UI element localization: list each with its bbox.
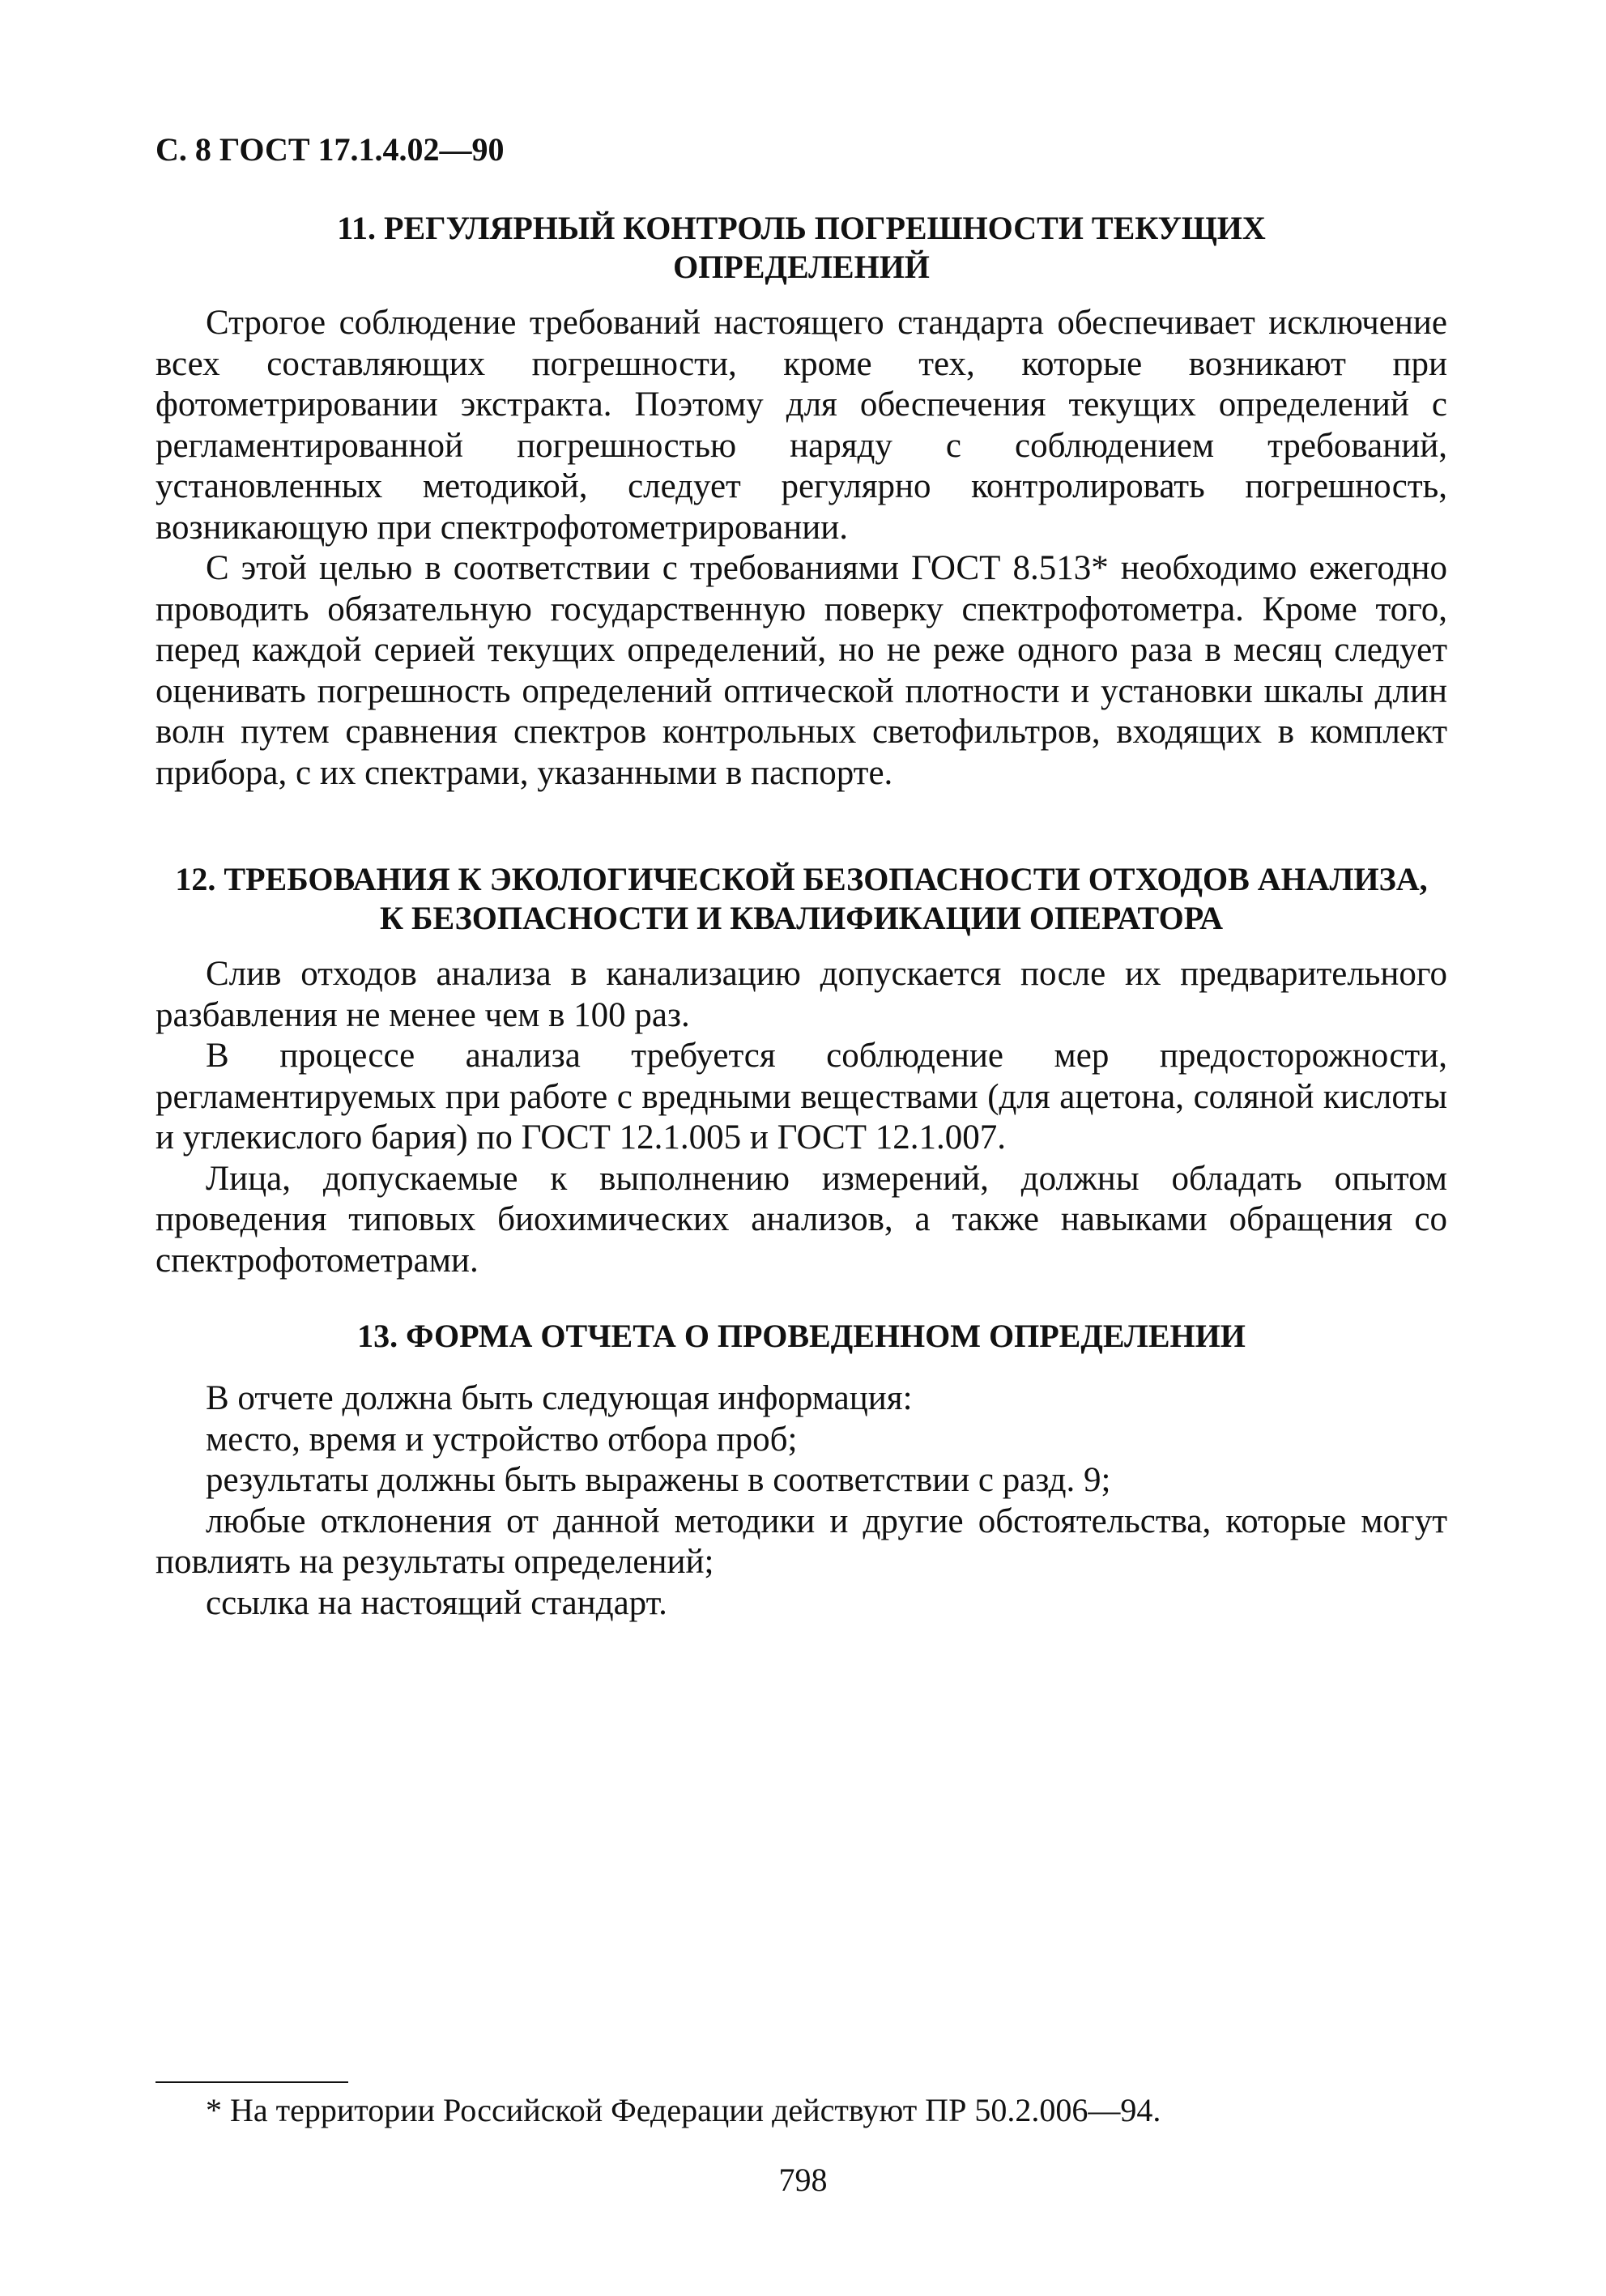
section-13	[155, 1317, 1447, 1624]
running-header: С. 8 ГОСТ 17.1.4.02—90	[155, 131, 505, 168]
page-number: 798	[778, 2162, 828, 2198]
paragraph: С этой целью в соответствии с требованиями ГОСТ 8.513* необходимо ежегодно проводить обязательную государственную поверку спектрофотометра. Кроме того, перед каждой серией текущих определений, но не реже одного раза в месяц следует оценивать погрешность определений оптической плотности и установки шкалы длин волн путем сравнения спектров контрольных светофильтров, входящих в комплект прибора, с их спектрами, указанными в паспорте.	[155, 549, 1447, 792]
section-12	[155, 860, 1447, 1281]
list-item: любые отклонения от данной методики и другие обстоятельства, которые могут повлиять на результаты определений;	[155, 1502, 1447, 1581]
paragraph: В процессе анализа требуется соблюдение мер предосторожности, регламентируемых при работе с вредными веществами (для ацетона, соляной кислоты и углекислого бария) по ГОСТ 12.1.005 и ГОСТ 12.1.007.	[155, 1037, 1447, 1157]
section-title-line: 12. ТРЕБОВАНИЯ К ЭКОЛОГИЧЕСКОЙ БЕЗОПАСНОСТИ ОТХОДОВ АНАЛИЗА,	[175, 861, 1428, 897]
section-title	[155, 1317, 1447, 1356]
section-title-line: К БЕЗОПАСНОСТИ И КВАЛИФИКАЦИИ ОПЕРАТОРА	[380, 900, 1223, 936]
document-page	[155, 130, 1447, 1624]
list-item: место, время и устройство отбора проб;	[206, 1420, 798, 1459]
paragraph: Лица, допускаемые к выполнению измерений, должны обладать опытом проведения типовых биохимических анализов, а также навыками обращения со спектрофотометрами.	[155, 1159, 1447, 1280]
section-title	[155, 860, 1447, 938]
paragraph: Строгое соблюдение требований настоящего стандарта обеспечивает исключение всех составляющих погрешности, кроме тех, которые возникают при фотометрировании экстракта. Поэтому для обеспечения текущих определений с регламентированной погрешностью наряду с соблюдением требований, установленных методикой, следует регулярно контролировать погрешность, возникающую при спектрофотометрировании.	[155, 304, 1447, 547]
list-item: результаты должны быть выражены в соответствии с разд. 9;	[206, 1461, 1111, 1499]
section-11	[155, 209, 1447, 794]
paragraph: В отчете должна быть следующая информация:	[206, 1379, 913, 1417]
section-title-line: 11. РЕГУЛЯРНЫЙ КОНТРОЛЬ ПОГРЕШНОСТИ ТЕКУЩИХ	[337, 210, 1266, 246]
footnote-separator	[155, 2081, 348, 2083]
section-title-line: ОПРЕДЕЛЕНИЙ	[673, 249, 930, 285]
section-title-line: 13. ФОРМА ОТЧЕТА О ПРОВЕДЕННОМ ОПРЕДЕЛЕНИИ	[357, 1318, 1246, 1354]
footnote: * На территории Российской Федерации действуют ПР 50.2.006—94.	[206, 2092, 1161, 2128]
section-title	[155, 209, 1447, 287]
paragraph: Слив отходов анализа в канализацию допускается после их предварительного разбавления не менее чем в 100 раз.	[155, 955, 1447, 1034]
list-item: ссылка на настоящий стандарт.	[206, 1583, 667, 1622]
